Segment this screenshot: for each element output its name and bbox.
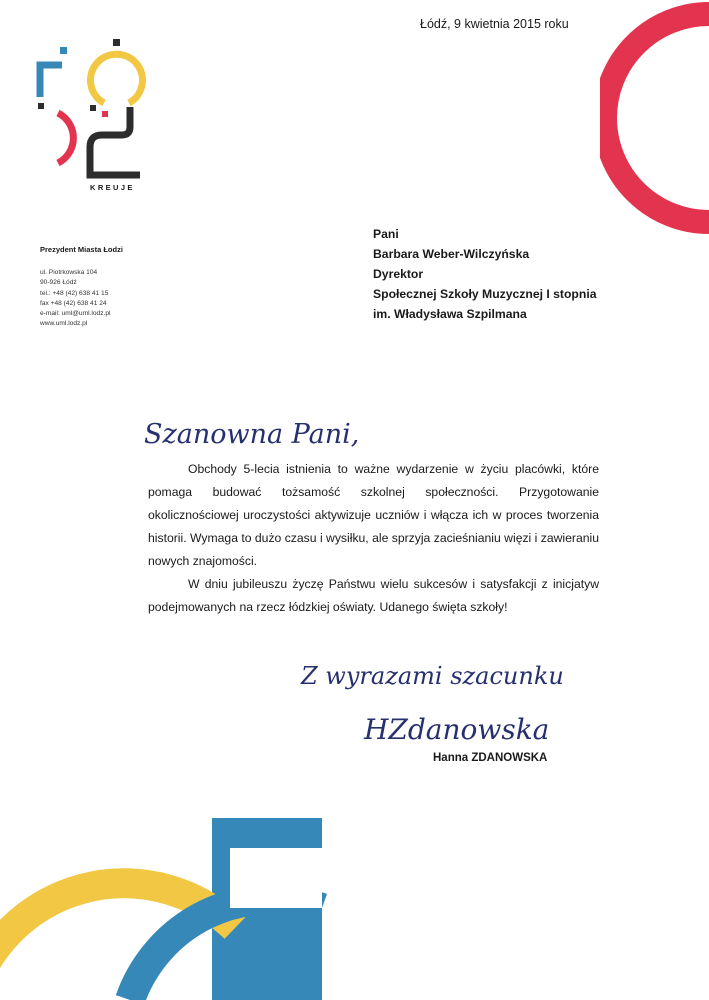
greeting-text: Szanowna Pani, [144, 419, 360, 450]
sender-address-line: tel.: +48 (42) 638 41 15 [40, 289, 109, 297]
logo-yellow-arc [91, 54, 143, 103]
recipient-line: Barbara Weber-Wilczyńska [373, 247, 530, 261]
sender-address-line: e-mail: uml@uml.lodz.pl [40, 310, 111, 318]
sender-address-line: www.uml.lodz.pl [40, 320, 88, 328]
logo-red-dot [102, 111, 108, 117]
logo-wordmark: KREUJE [90, 183, 135, 192]
closing-text: Z wyrazami szacunku [301, 662, 564, 690]
recipient-line: Społecznej Szkoły Muzycznej I stopnia [373, 287, 597, 301]
signatory-name: Hanna ZDANOWSKA [433, 752, 548, 764]
letter-date: Łódź, 9 kwietnia 2015 roku [420, 17, 569, 31]
sender-address-line: ul. Piotrkowska 104 [40, 269, 98, 276]
sender-address-line: fax +48 (42) 638 41 24 [40, 299, 107, 307]
sender-address [40, 268, 110, 330]
logo-dark-dot-left [38, 103, 44, 109]
decor-yellow-arc [0, 883, 235, 1000]
recipient-line: Dyrektor [373, 267, 424, 281]
sender-title: Prezydent Miasta Łodzi [40, 245, 123, 254]
body-paragraph: W dniu jubileuszu życzę Państwu wielu sukcesów i satysfakcji z inicjatyw podejmowanych na rzecz łódzkiej oświaty. Udanego święta szkoły! [148, 577, 599, 614]
decor-red-arc [600, 0, 709, 240]
letter-body [148, 458, 599, 619]
sender-address-line: 90-926 Łódź [40, 279, 77, 287]
handwritten-signature [360, 705, 610, 755]
signature-text: HZdanowska [364, 713, 550, 746]
body-paragraph: Obchody 5-lecia istnienia to ważne wydarzenie w życiu placówki, które pomaga budować tożsamość szkolnej społeczności. Przygotowanie okolicznościowej uroczystości aktywizuje uczniów i włącza ich w proces tworzenia historii. Wymaga to dużo czasu i wysiłku, ale sprzyja zacieśnianiu więzi i zawieraniu nowych znajomości. [148, 462, 600, 568]
logo-red-arc [58, 113, 73, 163]
recipient-block [373, 224, 597, 324]
handwritten-closing [295, 652, 655, 702]
lodz-logo [30, 35, 160, 185]
logo-blue-dot [60, 47, 67, 54]
handwritten-greeting [140, 405, 400, 465]
logo-blue-l [40, 65, 62, 97]
logo-dark-shape [90, 107, 140, 175]
recipient-line: Pani [373, 227, 399, 241]
logo-dark-dot-top [113, 39, 120, 46]
decor-bottom-shapes [0, 818, 709, 1000]
logo-dark-dot-mid [90, 105, 96, 111]
recipient-line: im. Władysława Szpilmana [373, 307, 527, 321]
